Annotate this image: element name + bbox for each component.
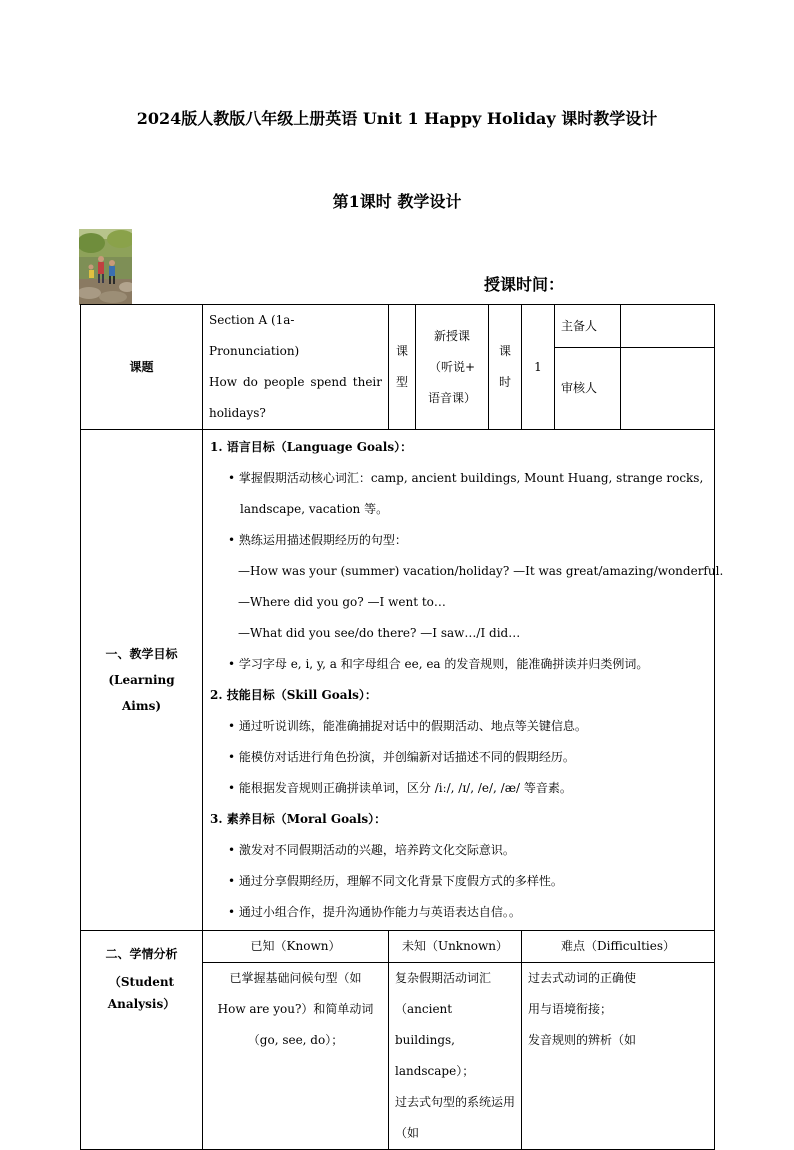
lesson-type-value-3: 语音课） (427, 390, 476, 405)
lesson-type-value-2: （听说+ (428, 359, 476, 374)
moral-goal-item: • 通过分享假期经历，理解不同文化背景下度假方式的多样性。 (228, 874, 563, 888)
sentence-pattern: —How was your (summer) vacation/holiday? —It was great/amazing/wonderful. (238, 564, 724, 578)
holiday-photo (79, 229, 132, 305)
reviewer-label: 审核人 (555, 348, 621, 430)
unknown-content (389, 963, 522, 1150)
difficulty-line: 发音规则的辨析（如 (528, 1033, 637, 1047)
difficulties-header: 难点（Difficulties） (522, 931, 715, 963)
student-analysis-label-cn: 二、学情分析 (105, 947, 178, 961)
analysis-header-row (81, 931, 715, 963)
learning-aims-content (203, 430, 724, 931)
topic-label: 课题 (81, 305, 203, 430)
learning-aims-label-cn: 一、教学目标 (105, 647, 178, 661)
moral-goals-heading: 3. 素养目标（Moral Goals）： (210, 812, 387, 826)
header-row-preparer (81, 305, 715, 348)
skill-goal-item: • 能根据发音规则正确拼读单词，区分 /iː/, /ɪ/, /e/, /æ/ 等音素。 (228, 781, 572, 795)
language-goals-heading: 1. 语言目标（Language Goals）： (210, 440, 413, 454)
topic-line-1: Section A (1a-Pronunciation) (209, 313, 300, 358)
skill-goal-item: • 能模仿对话进行角色扮演，并创编新对话描述不同的假期经历。 (228, 750, 575, 764)
difficulty-line: 用与语境衔接； (528, 1002, 613, 1016)
unknown-line: 复杂假期活动词汇（ancient (395, 971, 492, 1016)
language-goal-item-cont: landscape, vacation 等。 (240, 502, 389, 516)
known-line: （go, see, do）； (247, 1033, 344, 1047)
skill-goal-item: • 通过听说训练，能准确捕捉对话中的假期活动、地点等关键信息。 (228, 719, 587, 733)
lesson-subtitle: 第1课时 教学设计 (332, 192, 462, 211)
lesson-type-value-1: 新授课 (433, 328, 470, 343)
sentence-pattern: —What did you see/do there? —I saw…/I did… (238, 626, 521, 640)
difficulty-line: 过去式动词的正确使 (528, 971, 637, 985)
preparer-label: 主备人 (555, 305, 621, 348)
student-analysis-label-en-2: Analysis） (107, 997, 176, 1011)
moral-goal-item: • 激发对不同假期活动的兴趣，培养跨文化交际意识。 (228, 843, 515, 857)
known-content (203, 963, 389, 1150)
skill-goals-heading: 2. 技能目标（Skill Goals）： (210, 688, 377, 702)
unknown-line: buildings, landscape）； (395, 1033, 475, 1078)
learning-aims-row (81, 430, 715, 931)
learning-aims-label-en: (Learning Aims) (108, 673, 175, 713)
language-goal-item: • 学习字母 e, i, y, a 和字母组合 ee, ea 的发音规则，能准确拼读并归类例词。 (228, 657, 649, 671)
reviewer-value[interactable] (621, 348, 715, 430)
unknown-line: 过去式句型的系统运用（如 (395, 1095, 516, 1140)
difficulties-content (522, 963, 715, 1150)
moral-goal-item: • 通过小组合作，提升沟通协作能力与英语表达自信。。 (228, 905, 521, 919)
class-hours-label (489, 305, 522, 430)
holiday-photo-image (79, 229, 132, 305)
lesson-plan-table (80, 304, 724, 1150)
class-hours-label-2: 时 (498, 375, 511, 389)
topic-line-2: How do people spend their holidays? (209, 375, 382, 420)
unknown-header: 未知（Unknown） (389, 931, 522, 963)
lesson-type-value (416, 305, 489, 430)
lesson-type-label-2: 型 (395, 375, 408, 389)
known-line: How are you?）和简单动词 (217, 1002, 374, 1016)
student-analysis-label (81, 931, 203, 1150)
lesson-type-label (389, 305, 416, 430)
class-time-label: 授课时间： (484, 275, 565, 294)
known-header: 已知（Known） (203, 931, 389, 963)
class-hours-value: 1 (522, 305, 555, 430)
student-analysis-label-en-1: （Student (108, 975, 175, 989)
sentence-pattern: —Where did you go? —I went to… (238, 595, 446, 609)
language-goal-item: • 掌握假期活动核心词汇：camp, ancient buildings, Mount Huang, strange rocks, (228, 471, 704, 485)
topic-cell (203, 305, 389, 430)
preparer-value[interactable] (621, 305, 715, 348)
class-hours-label-1: 课 (498, 344, 511, 358)
document-title: 2024版人教版八年级上册英语 Unit 1 Happy Holiday 课时教学设计 (136, 109, 658, 128)
known-line: 已掌握基础问候句型（如 (229, 971, 362, 985)
lesson-type-label-1: 课 (395, 344, 408, 358)
learning-aims-label (81, 430, 203, 931)
language-goal-item: • 熟练运用描述假期经历的句型： (228, 533, 407, 547)
